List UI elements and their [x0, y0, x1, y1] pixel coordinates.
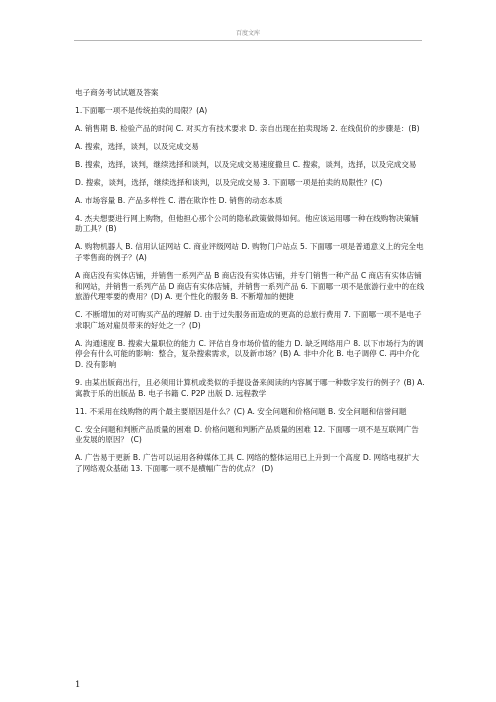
- paragraph: C. 不断增加的对可购买产品的理解 D. 由于过失服务而造成的更高的总旅行费用 7. 下面哪一项不是电子求职广场对雇员带来的好处之一？(D): [75, 310, 422, 330]
- paragraph: 4. 杰夫想要进行网上购物，但他担心那个公司的隐私政策做得如何。他应该运用哪一种在线购物决策辅助工具？(B): [75, 213, 419, 234]
- paragraph: D. 搜索，谈判，选择，继续选择和谈判，以及完成交易 3. 下面哪一项是拍卖的局限性？(C): [75, 177, 383, 187]
- paragraph: A. 购物机器人 B. 信用认证网站 C. 商业评级网站 D. 购物门户站点 5. 下面哪一项是普通意义上的完全电子零售商的例子？(A): [75, 242, 424, 263]
- paragraph: 11. 不采用在线购物的两个最主要原因是什么？(C) A. 安全问题和价格问题 B. 安全问题和信誉问题: [75, 406, 407, 416]
- paragraph: A. 广告易于更新 B. 广告可以运用各种媒体工具 C. 网络的整体运用已上升到一个高度 D. 网络电视扩大了网络观众基础 13. 下面哪一项不是横幅广告的优点？ (D): [75, 453, 420, 473]
- document-body: [75, 88, 425, 474]
- document-title: 电子商务考试试题及答案: [75, 88, 159, 97]
- paragraph: A. 销售期 B. 检验产品的时间 C. 对买方有技术要求 D. 亲自出现在拍卖现场 2. 在线侃价的步骤是：(B): [75, 123, 420, 133]
- paragraph: 1.下面哪一项不是传统拍卖的局限？(A): [75, 105, 208, 115]
- paragraph: A 商店没有实体店铺，并销售一系列产品 B 商店没有实体店铺，并专门销售一种产品 C 商店有实体店铺和网站，并销售一系列产品 D 商店有实体店铺，并销售一系列产品 6. 下面哪一项不是旅游行业中的在线旅游代理零要的费用？(D) A. 更个性化的服务 B. 不断增加的便捷: [75, 271, 425, 302]
- paragraph: B. 搜索，选择，谈判，继续选择和谈判，以及完成交易速度撒旦 C. 搜索，谈判，选择，以及完成交易: [75, 159, 417, 169]
- header-divider: [74, 40, 422, 41]
- paragraph: 9. 由某出版商出行，且必须用计算机或类似的手提设备来阅读的内容属于哪一种数字发行的例子？(B) A. 寓教于乐的出版品 B. 电子书籍 C. P2P 出版 D. 远程教学: [75, 377, 425, 398]
- paragraph: A. 沟通速度 B. 搜索大量职位的能力 C. 评估自身市场价值的能力 D. 缺乏网络用户 8. 以下市场行为的调停会有什么可能的影响：整合，复杂搜索需求，以及新市场？(B) A. 非中介化 B. 电子调停 C. 再中介化 D. 没有影响: [75, 338, 424, 369]
- paragraph: C. 安全问题和判断产品质量的困难 D. 价格问题和判断产品质量的困难 12. 下面哪一项不是互联网广告业发展的原因？ (C): [75, 424, 419, 445]
- paragraph: A. 市场容量 B. 产品多样性 C. 潜在欺诈性 D. 销售的动态本质: [75, 195, 283, 205]
- page-header: [0, 0, 496, 37]
- paragraph: A. 搜索，选择，谈判，以及完成交易: [75, 141, 199, 151]
- page-number: 1: [75, 680, 81, 690]
- header-source-label: 百度文库: [235, 30, 260, 37]
